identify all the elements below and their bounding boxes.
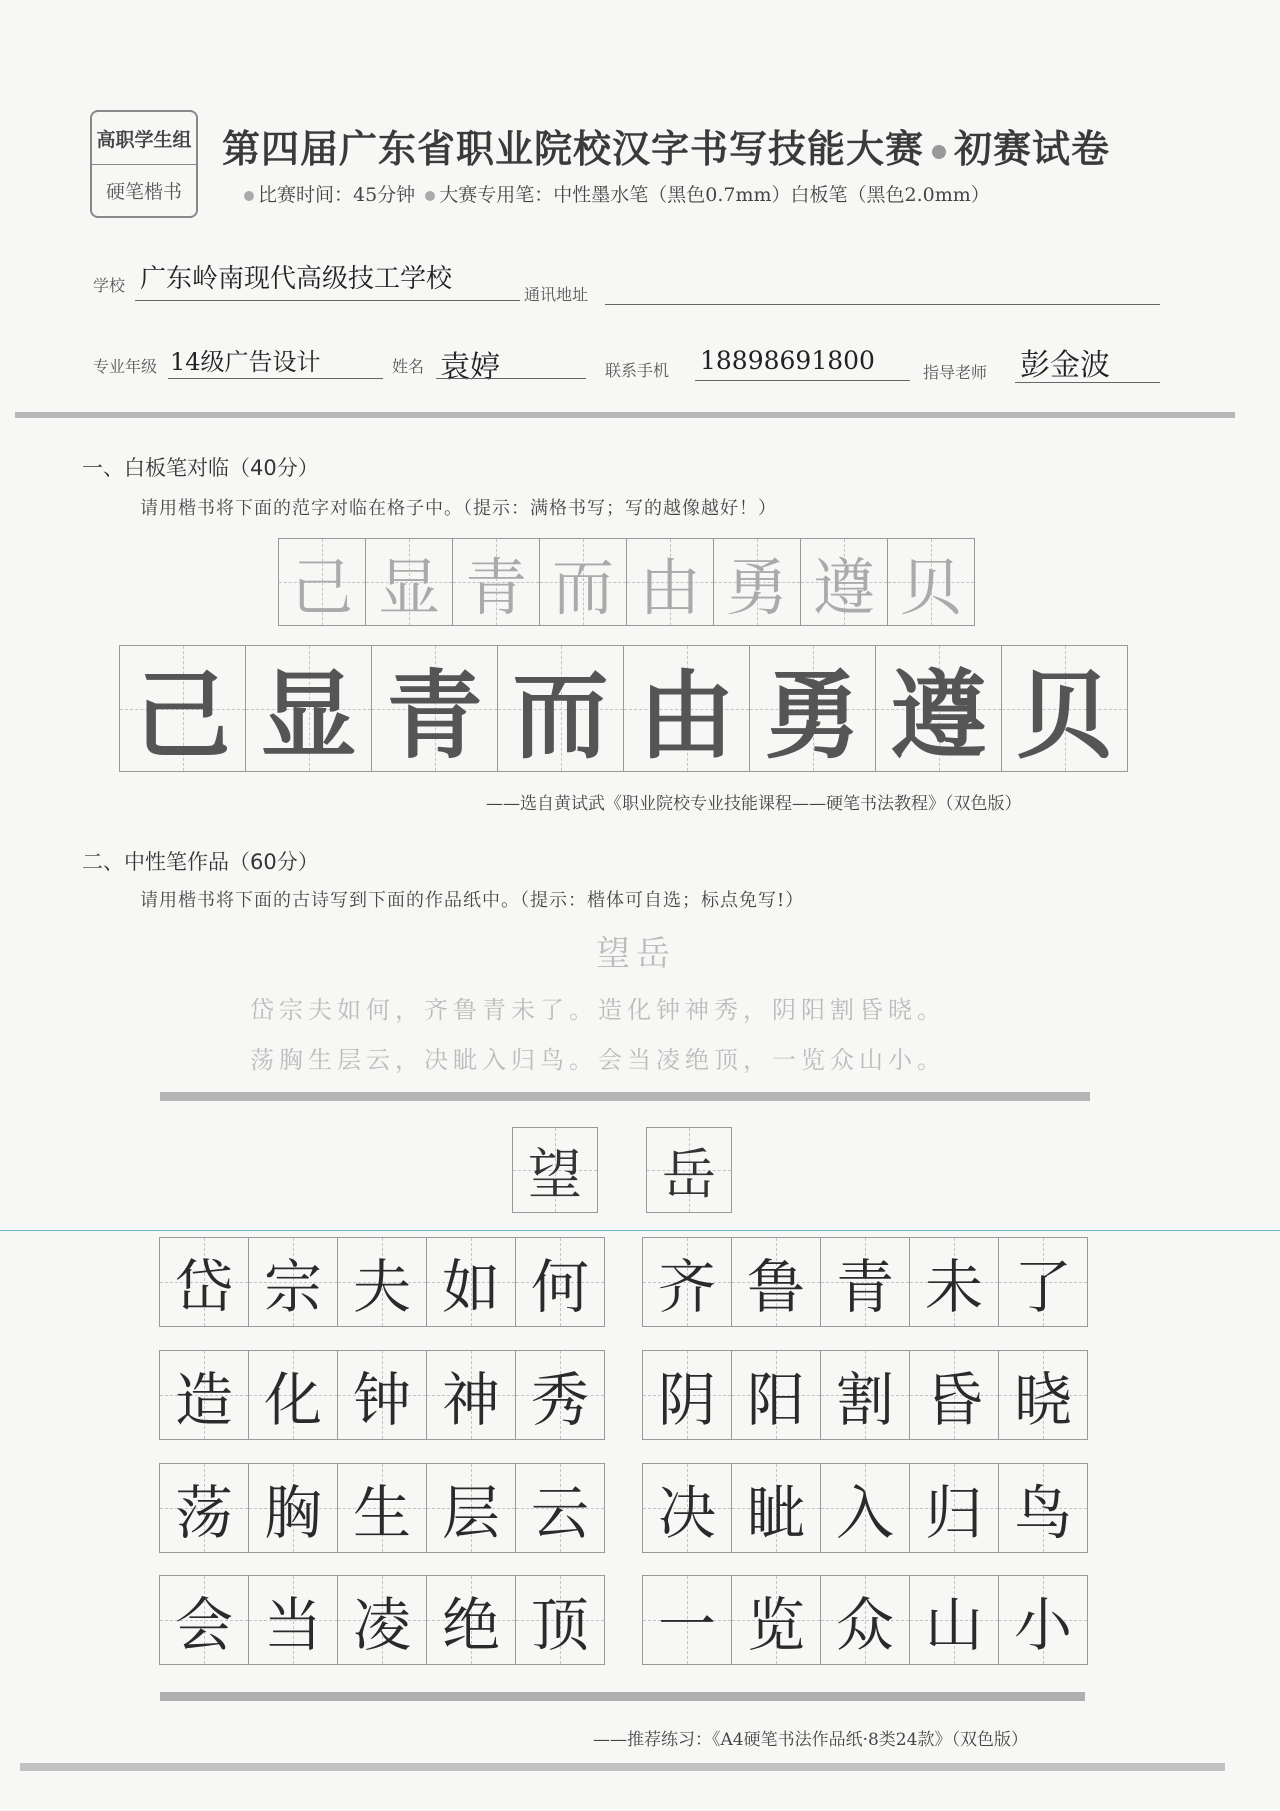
poem-line: 岱宗夫如何，齐鲁青未了。造化钟神秀，阴阳割昏晓。	[250, 996, 946, 1024]
model-char-cell: 青	[452, 538, 540, 626]
work-char: 当	[263, 1591, 322, 1659]
bullet-icon	[425, 191, 435, 201]
work-grid-block	[643, 1575, 1088, 1665]
work-char-cell	[248, 1350, 338, 1440]
work-char-cell	[731, 1350, 821, 1440]
work-grid-block	[160, 1237, 605, 1327]
header-separator	[15, 412, 1235, 418]
work-char-cell	[909, 1237, 999, 1327]
poem-title: 望岳	[596, 934, 676, 974]
work-char-cell	[909, 1463, 999, 1553]
address-underline	[605, 304, 1160, 305]
work-char-cell	[515, 1575, 605, 1665]
work-char: 会	[174, 1591, 233, 1659]
work-char: 生	[352, 1479, 411, 1547]
work-char: 了	[1013, 1253, 1072, 1321]
section1-instruction: 请用楷书将下面的范字对临在格子中。（提示：满格书写；写的越像越好！）	[140, 498, 777, 519]
work-char-cell	[642, 1575, 732, 1665]
exam-pens: 大赛专用笔：中性墨水笔（黑色0.7mm）白板笔（黑色2.0mm）	[439, 184, 990, 206]
work-char-cell	[248, 1237, 338, 1327]
model-char-cell: 己	[278, 538, 366, 626]
work-char-cell	[337, 1575, 427, 1665]
teacher-label: 指导老师	[923, 363, 988, 382]
work-char-cell	[998, 1463, 1088, 1553]
work-char: 鸟	[1013, 1479, 1072, 1547]
work-title-cell-2	[647, 1127, 732, 1213]
copy-char-cell: 青	[371, 645, 498, 772]
badge-style-label: 硬笔楷书	[105, 180, 182, 203]
badge-group-label: 高职学生组	[92, 112, 196, 165]
major-value: 14级广告设计	[170, 348, 321, 376]
exam-title-main: 第四届广东省职业院校汉字书写技能大赛	[222, 127, 925, 171]
work-char-cell	[159, 1575, 249, 1665]
work-char-cell	[248, 1575, 338, 1665]
copy-char-cell: 贝	[1001, 645, 1128, 772]
work-title-cell-1	[513, 1127, 598, 1213]
work-char: 层	[441, 1479, 500, 1547]
work-char-cell	[909, 1350, 999, 1440]
work-char-cell	[248, 1463, 338, 1553]
model-char-cell: 遵	[800, 538, 888, 626]
work-char-cell	[998, 1575, 1088, 1665]
work-char: 神	[441, 1366, 500, 1434]
section2-heading: 二、中性笔作品（60分）	[82, 850, 319, 874]
work-char: 未	[924, 1253, 983, 1321]
work-char: 割	[835, 1366, 894, 1434]
work-char: 眦	[746, 1479, 805, 1547]
work-char-cell	[337, 1350, 427, 1440]
scan-guide-line	[0, 1230, 1280, 1231]
work-char-cell	[337, 1463, 427, 1553]
school-label: 学校	[93, 276, 126, 295]
model-char-cell: 勇	[713, 538, 801, 626]
work-char: 鲁	[746, 1253, 805, 1321]
work-grid-block	[160, 1575, 605, 1665]
copy-char-grid	[120, 645, 1128, 772]
copy-char-cell: 勇	[749, 645, 876, 772]
work-char: 昏	[924, 1366, 983, 1434]
name-label: 姓名	[392, 357, 425, 376]
work-char-cell	[159, 1463, 249, 1553]
work-char: 造	[174, 1366, 233, 1434]
work-char: 顶	[530, 1591, 589, 1659]
work-char-cell	[515, 1350, 605, 1440]
work-char: 小	[1013, 1591, 1072, 1659]
work-char: 绝	[441, 1591, 500, 1659]
work-char-cell	[820, 1237, 910, 1327]
phone-value: 18898691800	[700, 346, 875, 375]
exam-title-tail: 初赛试卷	[954, 127, 1111, 171]
work-grid-block	[643, 1237, 1088, 1327]
work-char-cell	[820, 1463, 910, 1553]
work-char: 凌	[352, 1591, 411, 1659]
work-char-cell	[337, 1237, 427, 1327]
title-dot-icon	[932, 145, 946, 159]
work-char-cell	[515, 1463, 605, 1553]
work-char-cell	[426, 1575, 516, 1665]
work-char: 晓	[1013, 1366, 1072, 1434]
exam-info	[240, 180, 990, 207]
work-char-cell	[909, 1575, 999, 1665]
source-attribution: ——选自黄试武《职业院校专业技能课程——硬笔书法教程》（双色版）	[486, 794, 1022, 814]
model-char-cell: 贝	[887, 538, 975, 626]
section1-heading: 一、白板笔对临（40分）	[82, 456, 319, 480]
major-underline	[168, 378, 383, 379]
work-char: 夫	[352, 1253, 411, 1321]
work-char: 入	[835, 1479, 894, 1547]
address-label: 通讯地址	[524, 285, 589, 304]
work-char: 齐	[657, 1253, 716, 1321]
copy-char-cell: 遵	[875, 645, 1002, 772]
copy-char-cell: 而	[497, 645, 624, 772]
work-bottom-rule	[160, 1692, 1085, 1701]
work-char-cell	[731, 1463, 821, 1553]
work-char: 岱	[174, 1253, 233, 1321]
work-char: 秀	[530, 1366, 589, 1434]
work-grid-block	[643, 1350, 1088, 1440]
exam-time: 比赛时间：45分钟	[258, 184, 416, 206]
category-badge	[90, 110, 198, 218]
work-grid-block	[160, 1350, 605, 1440]
work-char: 钟	[352, 1366, 411, 1434]
teacher-value: 彭金波	[1020, 348, 1110, 383]
work-title-cell: 望	[512, 1127, 598, 1213]
work-char-cell	[731, 1575, 821, 1665]
name-underline	[436, 378, 586, 379]
school-underline	[135, 300, 520, 301]
work-char-cell	[998, 1237, 1088, 1327]
work-char-cell	[159, 1350, 249, 1440]
work-char: 归	[924, 1479, 983, 1547]
teacher-underline	[1015, 382, 1160, 383]
work-char: 阳	[746, 1366, 805, 1434]
poem-line: 荡胸生层云，决眦入归鸟。会当凌绝顶，一览众山小。	[250, 1046, 946, 1074]
work-char: 胸	[263, 1479, 322, 1547]
work-char: 荡	[174, 1479, 233, 1547]
copy-char-cell: 己	[119, 645, 246, 772]
work-top-rule	[160, 1092, 1090, 1101]
section2-instruction: 请用楷书将下面的古诗写到下面的作品纸中。（提示：楷体可自选；标点免写!）	[140, 890, 805, 911]
model-char-cell: 显	[365, 538, 453, 626]
work-grid-block	[160, 1463, 605, 1553]
work-char: 阴	[657, 1366, 716, 1434]
recommendation-note: ——推荐练习：《A4硬笔书法作品纸·8类24款》（双色版）	[593, 1730, 1028, 1750]
work-char-cell	[998, 1350, 1088, 1440]
school-value: 广东岭南现代高级技工学校	[140, 264, 453, 294]
work-title-cell: 岳	[646, 1127, 732, 1213]
work-char: 一	[657, 1591, 716, 1659]
work-char-cell	[159, 1237, 249, 1327]
work-char-cell	[642, 1350, 732, 1440]
copy-char-cell: 显	[245, 645, 372, 772]
work-char-cell	[426, 1350, 516, 1440]
work-char: 览	[746, 1591, 805, 1659]
model-char-grid	[279, 538, 975, 626]
exam-title	[222, 118, 1110, 173]
work-char: 决	[657, 1479, 716, 1547]
work-char: 青	[835, 1253, 894, 1321]
work-char-cell	[642, 1463, 732, 1553]
work-char: 众	[835, 1591, 894, 1659]
work-grid-block	[643, 1463, 1088, 1553]
work-char-cell	[515, 1237, 605, 1327]
work-char: 如	[441, 1253, 500, 1321]
work-char: 宗	[263, 1253, 322, 1321]
work-char-cell	[426, 1463, 516, 1553]
major-label: 专业年级	[93, 357, 158, 376]
work-char-cell	[731, 1237, 821, 1327]
work-char-cell	[426, 1237, 516, 1327]
work-char: 云	[530, 1479, 589, 1547]
bullet-icon	[244, 191, 254, 201]
phone-label: 联系手机	[605, 361, 670, 380]
model-char-cell: 由	[626, 538, 714, 626]
work-char-cell	[820, 1575, 910, 1665]
name-value: 袁婷	[440, 350, 500, 385]
work-char: 何	[530, 1253, 589, 1321]
work-char-cell	[642, 1237, 732, 1327]
footer-rule	[20, 1763, 1225, 1771]
copy-char-cell: 由	[623, 645, 750, 772]
model-char-cell: 而	[539, 538, 627, 626]
work-char: 山	[924, 1591, 983, 1659]
phone-underline	[695, 380, 910, 381]
work-char: 化	[263, 1366, 322, 1434]
work-char-cell	[820, 1350, 910, 1440]
